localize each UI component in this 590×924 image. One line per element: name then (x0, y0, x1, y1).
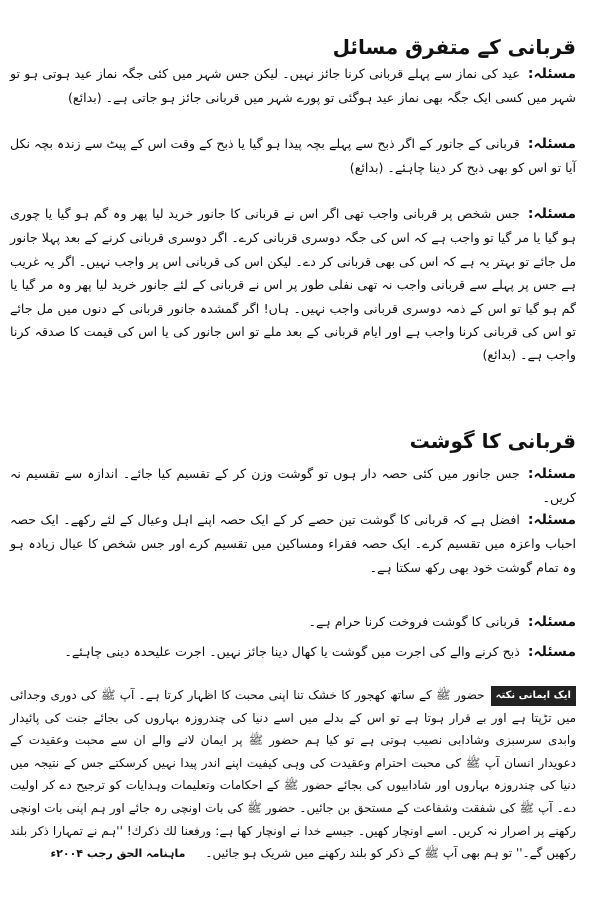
masala-5 (10, 508, 576, 579)
iman-text: حضور ﷺ کے ساتھ کھجور کا خشک تنا اپنی محبت کا اظہار کرتا ہے۔ آپ ﷺ کی دوری وجدائی میں تڑپتا ہے اور بے قرار ہوتا ہے تو اس کے بدلے میں اسے دنیا کی چندروزہ بہاروں کی بجائے جنت کی پائیدار وابدی سرسبزی وشادابی نصیب ہوتی ہے تو کیا ہم حضور ﷺ پر ایمان لانے والے ان سے محبت وعقیدت کے دعویدار انسان آپ ﷺ کی محبت احترام وعقیدت کی وہی کیفیت اپنے اندر پیدا نہیں کرسکتے جس کے نتیجہ میں دنیا کی چندروزہ بہاروں اور شادابیوں کی بجائے حضور ﷺ کے احکامات وتعلیمات وہدایات کو ترجیح دے کر اولیت دے۔ آپ ﷺ کی شفقت وشفاعت کے مستحق بن جائیں۔ حضور ﷺ کی بات اونچی رہ جائے اور ہم اپنی بات اونچی رکھنے پر اصرار نہ کریں۔ اسے اونچار کھیں۔ جیسے خدا نے اونچار کھا ہے: ورفعنا لك ذكرك! ''ہم نے تمہارا ذکر بلند رکھیں گے۔'' تو ہم بھی آپ ﷺ کے ذکر کو بلند رکھنے میں شریک ہو جائیں۔ (10, 688, 576, 861)
section2-heading: قربانی کا گوشت (409, 429, 576, 453)
masala-text: ذبح کرنے والے کی اجرت میں گوشت یا کھال دینا جائز نہیں۔ اجرت علیحدہ دینی چاہئے۔ (64, 644, 520, 659)
masala-label: مسئلہ: (527, 512, 576, 528)
masala-text: جس جانور میں کئی حصہ دار ہوں تو گوشت وزن کر کے تقسیم کیا جائے۔ اندازہ سے تقسیم نہ کریں۔ (10, 466, 576, 506)
masala-7 (10, 640, 576, 664)
masala-text: قربانی کا گوشت فروخت کرنا حرام ہے۔ (308, 614, 520, 629)
masala-label: مسئلہ: (527, 66, 576, 82)
masala-3 (10, 202, 576, 367)
iman-box (10, 684, 576, 866)
masala-4 (10, 462, 576, 510)
masala-label: مسئلہ: (527, 644, 576, 660)
masala-text: افضل ہے کہ قربانی کا گوشت تین حصے کر کے ایک حصہ اپنے اہل وعیال کے لئے رکھے۔ ایک حصہ احباب واعزہ میں تقسیم کرے۔ ایک حصہ فقراء ومساکین میں تقسیم کرے اور جس شخص کا عیال زیادہ ہو وہ تمام گوشت خود بھی رکھ سکتا ہے۔ (10, 512, 576, 575)
masala-label: مسئلہ: (527, 136, 576, 152)
iman-badge: ایک ایمانی نکتہ (491, 686, 576, 706)
masala-text: جس شخص پر قربانی واجب تھی اگر اس نے قربانی کا جانور خرید لیا پھر وہ گم ہو گیا یا چوری ہو گیا یا مر گیا تو واجب ہے کہ اس کی جگہ دوسری قربانی کرے۔ اگر دوسری قربانی کرنے کے بعد پہلا جانور مل جائے تو بہتر یہ ہے کہ اس کی بھی قربانی کر دے۔ لیکن اس کی قربانی اس پر واجب نہیں۔ اگر یہ غریب ہے جس پر پہلے سے قربانی واجب نہ تھی نفلی طور پر اس نے قربانی کے لئے جانور خرید لیا پھر وہ مر گیا یا گم ہو گیا تو اس کے ذمہ دوسری قربانی واجب نہیں۔ ہاں! اگر گمشدہ جانور قربانی کے دنوں میں مل جائے تو اس کی قربانی کرنا واجب ہے اور ایام قربانی کے بعد ملے تو اس جانور کی یا اس کی قیمت کا صدقہ کرنا واجب ہے۔ (بدائع) (10, 206, 576, 363)
section1-heading: قربانی کے متفرق مسائل (332, 35, 576, 59)
masala-6 (10, 610, 576, 634)
masala-text: قربانی کے جانور کے اگر ذبح سے پہلے بچہ پیدا ہو گیا یا ذبح کے وقت اس کے پیٹ سے زندہ بچہ نکل آیا تو اس کو بھی ذبح کر دینا چاہئے۔ (بدائع) (10, 136, 576, 176)
citation: ماہنامہ الحق رجب ۲۰۰۴ء (50, 847, 186, 861)
masala-1 (10, 62, 576, 110)
masala-2 (10, 132, 576, 180)
masala-label: مسئلہ: (527, 466, 576, 482)
masala-label: مسئلہ: (527, 614, 576, 630)
masala-label: مسئلہ: (527, 206, 576, 222)
masala-text: عید کی نماز سے پہلے قربانی کرنا جائز نہیں۔ لیکن جس شہر میں کئی جگہ نماز عید ہوتی ہو تو شہر میں کسی ایک جگہ بھی نماز عید ہوگئی تو پورے شہر میں قربانی جائز ہو جاتی ہے۔ (بدائع) (10, 66, 576, 106)
